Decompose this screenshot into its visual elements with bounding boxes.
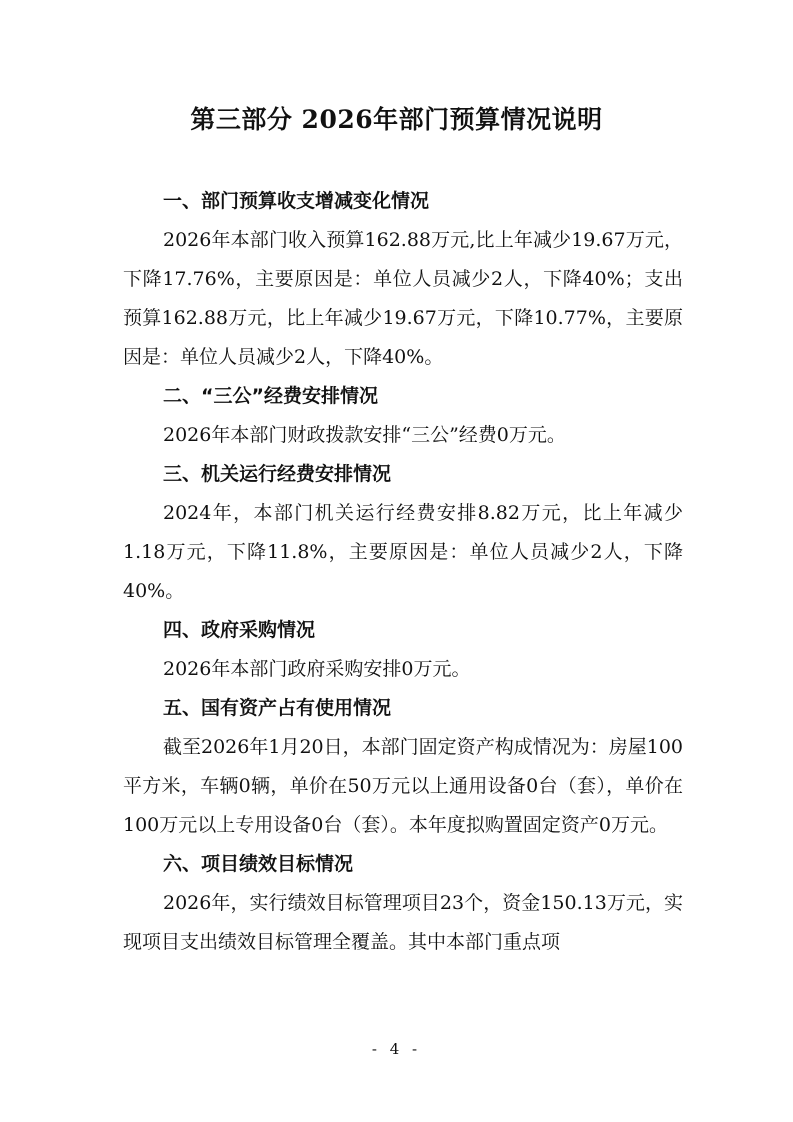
page-title: 第三部分 2026年部门预算情况说明 (190, 105, 603, 134)
section-paragraph-performance-goals: 2026年，实行绩效目标管理项目23个，资金150.13万元，实现项目支出绩效目标管理全覆盖。其中本部门重点项 (123, 892, 683, 953)
section-paragraph-budget-change: 2026年本部门收入预算162.88万元,比上年减少19.67万元，下降17.76%，主要原因是：单位人员减少2人，下降40%；支出预算162.88万元，比上年减少19.67万元，下降10.77%，主要原因是：单位人员减少2人，下降40%。 (123, 229, 683, 368)
section-paragraph-operating-costs: 2024年，本部门机关运行经费安排8.82万元，比上年减少1.18万元，下降11.8%，主要原因是：单位人员减少2人，下降40%。 (123, 502, 683, 602)
section-heading-state-assets: 五、国有资产占有使用情况 (163, 697, 392, 719)
section-paragraph-three-public: 2026年本部门财政拨款安排“三公”经费0万元。 (163, 424, 566, 446)
section-heading-performance-goals: 六、项目绩效目标情况 (163, 853, 354, 875)
document-body (123, 182, 683, 962)
section-paragraph-state-assets: 截至2026年1月20日，本部门固定资产构成情况为：房屋100平方米，车辆0辆，单价在50万元以上通用设备0台（套），单价在100万元以上专用设备0台（套）。本年度拟购置固定资产0万元。 (123, 736, 683, 836)
section-heading-procurement: 四、政府采购情况 (163, 619, 316, 641)
section-paragraph-procurement: 2026年本部门政府采购安排0万元。 (163, 658, 471, 680)
section-heading-three-public: 二、“三公”经费安排情况 (163, 385, 378, 407)
section-heading-operating-costs: 三、机关运行经费安排情况 (163, 463, 392, 485)
section-heading-budget-change: 一、部门预算收支增减变化情况 (163, 190, 430, 212)
page-number: - 4 - (371, 1040, 422, 1058)
